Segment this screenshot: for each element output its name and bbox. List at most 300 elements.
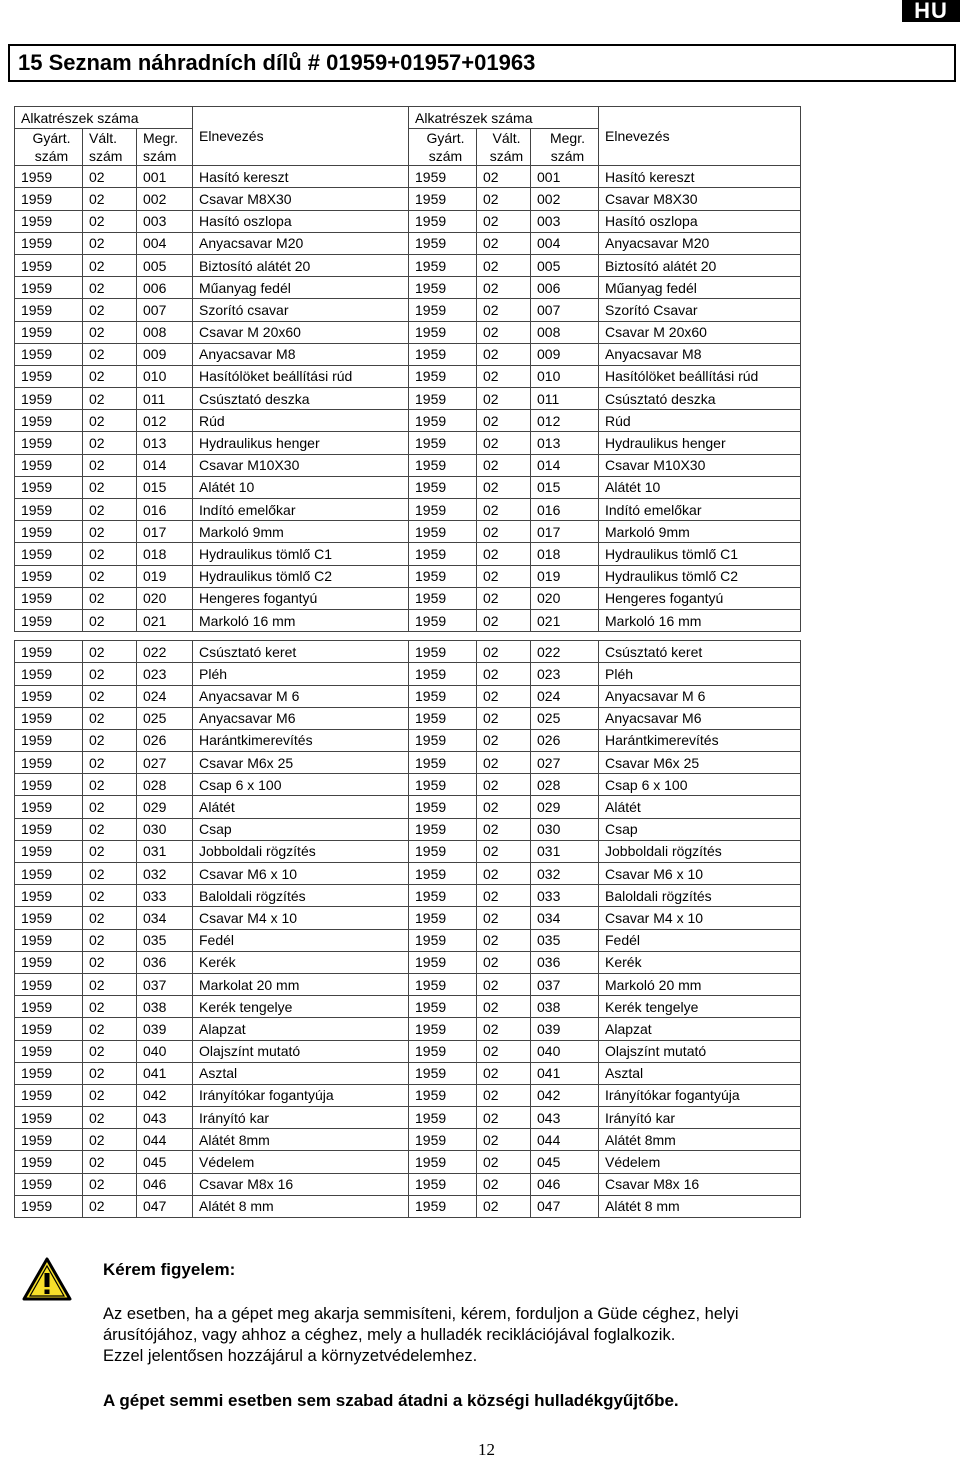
cell-right: Csavar M10X30 xyxy=(599,454,801,476)
cell-right: 02 xyxy=(477,1107,531,1129)
cell-right: 032 xyxy=(531,863,599,885)
cell-left: Csavar M8X30 xyxy=(193,188,409,210)
cell-right: Hasító kereszt xyxy=(599,166,801,188)
table-row xyxy=(15,996,801,1018)
cell-right: 02 xyxy=(477,1129,531,1151)
cell-right: Hengeres fogantyú xyxy=(599,587,801,609)
cell-left: Hasító kereszt xyxy=(193,166,409,188)
cell-right: 02 xyxy=(477,1018,531,1040)
cell-left: 002 xyxy=(137,188,193,210)
cell-left: 1959 xyxy=(15,707,83,729)
cell-left: Hydraulikus tömlő C2 xyxy=(193,565,409,587)
cell-left: 023 xyxy=(137,663,193,685)
cell-right: 02 xyxy=(477,863,531,885)
cell-left: 02 xyxy=(83,1129,137,1151)
cell-left: 02 xyxy=(83,973,137,995)
cell-left: Alátét 8 mm xyxy=(193,1195,409,1217)
cell-left: 045 xyxy=(137,1151,193,1173)
cell-left: 02 xyxy=(83,321,137,343)
cell-right: 042 xyxy=(531,1084,599,1106)
cell-left: 044 xyxy=(137,1129,193,1151)
table-row xyxy=(15,454,801,476)
cell-right: Műanyag fedél xyxy=(599,277,801,299)
cell-left: 02 xyxy=(83,1107,137,1129)
cell-right: 034 xyxy=(531,907,599,929)
cell-right: 026 xyxy=(531,729,599,751)
cell-left: 1959 xyxy=(15,973,83,995)
cell-right: Alátét 8 mm xyxy=(599,1195,801,1217)
cell-left: 02 xyxy=(83,685,137,707)
cell-right: Hasítólöket beállítási rúd xyxy=(599,365,801,387)
cell-left: 1959 xyxy=(15,1062,83,1084)
cell-right: 02 xyxy=(477,254,531,276)
table-row xyxy=(15,476,801,498)
cell-right: 023 xyxy=(531,663,599,685)
cell-left: 02 xyxy=(83,609,137,631)
cell-left: 02 xyxy=(83,166,137,188)
cell-right: 1959 xyxy=(409,663,477,685)
cell-right: 002 xyxy=(531,188,599,210)
cell-right: 1959 xyxy=(409,1129,477,1151)
cell-left: Anyacsavar M 6 xyxy=(193,685,409,707)
cell-right: 02 xyxy=(477,232,531,254)
valt-header-right xyxy=(477,129,531,166)
cell-right: 035 xyxy=(531,929,599,951)
cell-left: 015 xyxy=(137,476,193,498)
cell-left: 02 xyxy=(83,565,137,587)
cell-left: Rúd xyxy=(193,410,409,432)
cell-left: 02 xyxy=(83,499,137,521)
cell-right: 1959 xyxy=(409,410,477,432)
cell-right: 025 xyxy=(531,707,599,729)
cell-left: 1959 xyxy=(15,774,83,796)
cell-right: 014 xyxy=(531,454,599,476)
cell-right: Pléh xyxy=(599,663,801,685)
cell-right: Markoló 16 mm xyxy=(599,609,801,631)
cell-left: Alapzat xyxy=(193,1018,409,1040)
cell-right: 02 xyxy=(477,1173,531,1195)
cell-left: 033 xyxy=(137,885,193,907)
cell-left: 1959 xyxy=(15,609,83,631)
gyart-header-right xyxy=(409,129,477,166)
group-header-right: Alkatrészek száma xyxy=(409,107,599,129)
cell-right: 1959 xyxy=(409,277,477,299)
cell-left: 004 xyxy=(137,232,193,254)
cell-right: 031 xyxy=(531,840,599,862)
cell-right: 02 xyxy=(477,410,531,432)
gyart-header-left xyxy=(15,129,83,166)
cell-right: Baloldali rögzítés xyxy=(599,885,801,907)
cell-left: 02 xyxy=(83,707,137,729)
cell-left: 02 xyxy=(83,388,137,410)
cell-right: Markoló 20 mm xyxy=(599,973,801,995)
valt-header-left xyxy=(83,129,137,166)
cell-right: Szorító Csavar xyxy=(599,299,801,321)
cell-left: 02 xyxy=(83,1084,137,1106)
cell-right: 010 xyxy=(531,365,599,387)
cell-right: 1959 xyxy=(409,973,477,995)
cell-left: 1959 xyxy=(15,663,83,685)
cell-right: 02 xyxy=(477,388,531,410)
cell-left: 02 xyxy=(83,410,137,432)
cell-right: 02 xyxy=(477,907,531,929)
cell-left: 041 xyxy=(137,1062,193,1084)
cell-left: Fedél xyxy=(193,929,409,951)
cell-left: 1959 xyxy=(15,1195,83,1217)
cell-right: 02 xyxy=(477,641,531,663)
cell-right: 041 xyxy=(531,1062,599,1084)
cell-left: Csap 6 x 100 xyxy=(193,774,409,796)
cell-right: 1959 xyxy=(409,543,477,565)
cell-right: 1959 xyxy=(409,454,477,476)
cell-right: 020 xyxy=(531,587,599,609)
table-row xyxy=(15,840,801,862)
cell-left: 1959 xyxy=(15,951,83,973)
cell-right: 017 xyxy=(531,521,599,543)
table-row xyxy=(15,1173,801,1195)
table-row xyxy=(15,232,801,254)
cell-left: 010 xyxy=(137,365,193,387)
table-row xyxy=(15,432,801,454)
cell-right: Markoló 9mm xyxy=(599,521,801,543)
cell-left: Baloldali rögzítés xyxy=(193,885,409,907)
cell-left: 036 xyxy=(137,951,193,973)
table-row xyxy=(15,299,801,321)
cell-right: 018 xyxy=(531,543,599,565)
cell-left: Anyacsavar M20 xyxy=(193,232,409,254)
cell-right: Alátét xyxy=(599,796,801,818)
cell-left: Kerék tengelye xyxy=(193,996,409,1018)
cell-left: 02 xyxy=(83,752,137,774)
cell-right: 1959 xyxy=(409,388,477,410)
cell-left: 014 xyxy=(137,454,193,476)
megr-header-left xyxy=(137,129,193,166)
cell-right: Harántkimerevítés xyxy=(599,729,801,751)
table-row xyxy=(15,521,801,543)
cell-right: 024 xyxy=(531,685,599,707)
cell-right: Alátét 10 xyxy=(599,476,801,498)
cell-left: 1959 xyxy=(15,565,83,587)
table-row xyxy=(15,321,801,343)
cell-left: 1959 xyxy=(15,929,83,951)
cell-right: Csavar M 20x60 xyxy=(599,321,801,343)
table-row xyxy=(15,365,801,387)
cell-right: 001 xyxy=(531,166,599,188)
cell-left: 02 xyxy=(83,365,137,387)
cell-right: 1959 xyxy=(409,587,477,609)
cell-left: 02 xyxy=(83,543,137,565)
cell-right: 038 xyxy=(531,996,599,1018)
cell-left: Asztal xyxy=(193,1062,409,1084)
cell-left: 1959 xyxy=(15,885,83,907)
cell-right: 02 xyxy=(477,365,531,387)
cell-right: 016 xyxy=(531,499,599,521)
cell-left: 021 xyxy=(137,609,193,631)
cell-right: 1959 xyxy=(409,365,477,387)
table-row xyxy=(15,973,801,995)
cell-right: 02 xyxy=(477,774,531,796)
cell-left: 1959 xyxy=(15,1151,83,1173)
cell-left: 1959 xyxy=(15,587,83,609)
header-text: Gyárt. xyxy=(32,130,71,147)
cell-right: 02 xyxy=(477,321,531,343)
table-row xyxy=(15,210,801,232)
cell-left: 001 xyxy=(137,166,193,188)
cell-left: Csúsztató keret xyxy=(193,641,409,663)
cell-right: 1959 xyxy=(409,840,477,862)
cell-right: Csavar M6x 25 xyxy=(599,752,801,774)
table-row xyxy=(15,818,801,840)
cell-right: Védelem xyxy=(599,1151,801,1173)
table-row xyxy=(15,543,801,565)
page-title: 15 Seznam náhradních dílů # 01959+01957+01963 xyxy=(8,44,956,82)
warning-heading: Kérem figyelem: xyxy=(103,1260,236,1279)
cell-right: 1959 xyxy=(409,929,477,951)
cell-left: 02 xyxy=(83,774,137,796)
cell-left: Csavar M10X30 xyxy=(193,454,409,476)
cell-right: 1959 xyxy=(409,907,477,929)
cell-right: Kerék tengelye xyxy=(599,996,801,1018)
cell-left: 029 xyxy=(137,796,193,818)
cell-left: 016 xyxy=(137,499,193,521)
cell-left: 1959 xyxy=(15,1040,83,1062)
cell-left: 1959 xyxy=(15,521,83,543)
cell-right: 022 xyxy=(531,641,599,663)
cell-right: 1959 xyxy=(409,188,477,210)
cell-left: 022 xyxy=(137,641,193,663)
cell-right: Kerék xyxy=(599,951,801,973)
note-line: Ezzel jelentősen hozzájárul a környzetvédelemhez. xyxy=(103,1347,478,1365)
cell-left: 1959 xyxy=(15,388,83,410)
cell-left: Csavar M 20x60 xyxy=(193,321,409,343)
cell-left: Harántkimerevítés xyxy=(193,729,409,751)
table-row xyxy=(15,863,801,885)
cell-left: 1959 xyxy=(15,1129,83,1151)
cell-right: 1959 xyxy=(409,1084,477,1106)
cell-right: 02 xyxy=(477,707,531,729)
cell-left: 02 xyxy=(83,729,137,751)
cell-right: 1959 xyxy=(409,774,477,796)
cell-right: Anyacsavar M20 xyxy=(599,232,801,254)
cell-left: 02 xyxy=(83,1018,137,1040)
cell-left: Szorító csavar xyxy=(193,299,409,321)
cell-right: 02 xyxy=(477,343,531,365)
cell-right: 02 xyxy=(477,565,531,587)
spare-parts-table xyxy=(14,106,801,1218)
cell-right: 1959 xyxy=(409,1062,477,1084)
cell-right: 1959 xyxy=(409,685,477,707)
cell-right: 02 xyxy=(477,796,531,818)
table-row xyxy=(15,587,801,609)
name-header-right: Elnevezés xyxy=(599,107,801,166)
table-body xyxy=(15,166,801,1218)
cell-left: 02 xyxy=(83,951,137,973)
table-row xyxy=(15,796,801,818)
note-line: árusítójához, vagy ahhoz a céghez, mely a hulladék reciklációjával foglalkozik. xyxy=(103,1326,676,1344)
cell-left: 034 xyxy=(137,907,193,929)
cell-left: 02 xyxy=(83,521,137,543)
cell-right: 02 xyxy=(477,818,531,840)
cell-right: 011 xyxy=(531,388,599,410)
table-gap-row xyxy=(15,632,801,641)
cell-left: 046 xyxy=(137,1173,193,1195)
table-row xyxy=(15,729,801,751)
cell-right: Hydraulikus tömlő C1 xyxy=(599,543,801,565)
cell-right: Anyacsavar M 6 xyxy=(599,685,801,707)
cell-left: 032 xyxy=(137,863,193,885)
cell-left: 038 xyxy=(137,996,193,1018)
cell-right: Csúsztató keret xyxy=(599,641,801,663)
cell-left: 1959 xyxy=(15,277,83,299)
header-text: szám xyxy=(143,148,177,165)
cell-left: 1959 xyxy=(15,996,83,1018)
table-row xyxy=(15,1129,801,1151)
cell-left: 013 xyxy=(137,432,193,454)
cell-left: 02 xyxy=(83,818,137,840)
cell-right: Hasító oszlopa xyxy=(599,210,801,232)
cell-left: 02 xyxy=(83,1062,137,1084)
cell-right: 1959 xyxy=(409,1018,477,1040)
cell-left: Markoló 16 mm xyxy=(193,609,409,631)
cell-right: Hydraulikus henger xyxy=(599,432,801,454)
cell-left: Markolat 20 mm xyxy=(193,973,409,995)
cell-right: 1959 xyxy=(409,210,477,232)
cell-right: 02 xyxy=(477,587,531,609)
cell-right: Csavar M8x 16 xyxy=(599,1173,801,1195)
cell-right: 006 xyxy=(531,277,599,299)
cell-left: 02 xyxy=(83,863,137,885)
cell-right: 1959 xyxy=(409,1173,477,1195)
cell-right: Olajszínt mutató xyxy=(599,1040,801,1062)
megr-header-right xyxy=(531,129,599,166)
cell-right: 02 xyxy=(477,1062,531,1084)
cell-left: Indító emelőkar xyxy=(193,499,409,521)
cell-right: Hydraulikus tömlő C2 xyxy=(599,565,801,587)
cell-right: 1959 xyxy=(409,1151,477,1173)
header-text: Megr. xyxy=(143,130,179,147)
cell-left: 02 xyxy=(83,796,137,818)
header-text: Megr. xyxy=(549,130,585,147)
cell-right: 02 xyxy=(477,521,531,543)
cell-left: Irányító kar xyxy=(193,1107,409,1129)
cell-left: Műanyag fedél xyxy=(193,277,409,299)
cell-right: 005 xyxy=(531,254,599,276)
cell-right: 1959 xyxy=(409,951,477,973)
table-row xyxy=(15,1040,801,1062)
cell-left: 019 xyxy=(137,565,193,587)
cell-left: 025 xyxy=(137,707,193,729)
cell-left: 018 xyxy=(137,543,193,565)
cell-right: 02 xyxy=(477,840,531,862)
cell-left: 1959 xyxy=(15,796,83,818)
cell-right: Jobboldali rögzítés xyxy=(599,840,801,862)
cell-right: 02 xyxy=(477,885,531,907)
cell-left: 1959 xyxy=(15,840,83,862)
cell-right: 02 xyxy=(477,996,531,1018)
header-text: Vált. xyxy=(89,130,118,147)
cell-right: 1959 xyxy=(409,707,477,729)
cell-right: 1959 xyxy=(409,729,477,751)
cell-right: 1959 xyxy=(409,432,477,454)
cell-left: 1959 xyxy=(15,343,83,365)
cell-left: 028 xyxy=(137,774,193,796)
table-row xyxy=(15,885,801,907)
cell-right: Csavar M8X30 xyxy=(599,188,801,210)
cell-left: 02 xyxy=(83,587,137,609)
header-text: szám xyxy=(550,148,585,165)
cell-left: 02 xyxy=(83,929,137,951)
table-row xyxy=(15,499,801,521)
cell-right: Indító emelőkar xyxy=(599,499,801,521)
cell-right: 02 xyxy=(477,454,531,476)
cell-right: 02 xyxy=(477,685,531,707)
cell-right: 028 xyxy=(531,774,599,796)
cell-left: 02 xyxy=(83,277,137,299)
cell-left: 006 xyxy=(137,277,193,299)
cell-left: 02 xyxy=(83,641,137,663)
table-row xyxy=(15,343,801,365)
table-row xyxy=(15,565,801,587)
note-line: Az esetben, ha a gépet meg akarja semmisíteni, kérem, forduljon a Güde céghez, helyi xyxy=(103,1305,739,1323)
cell-left: 1959 xyxy=(15,1084,83,1106)
header-text: szám xyxy=(428,148,463,165)
cell-left: 011 xyxy=(137,388,193,410)
cell-left: Biztosító alátét 20 xyxy=(193,254,409,276)
cell-left: 042 xyxy=(137,1084,193,1106)
cell-right: 1959 xyxy=(409,476,477,498)
cell-right: 1959 xyxy=(409,863,477,885)
cell-right: Anyacsavar M6 xyxy=(599,707,801,729)
cell-right: 02 xyxy=(477,432,531,454)
cell-left: Védelem xyxy=(193,1151,409,1173)
cell-left: 1959 xyxy=(15,752,83,774)
header-text: szám xyxy=(89,148,123,165)
cell-left: 1959 xyxy=(15,543,83,565)
cell-right: 033 xyxy=(531,885,599,907)
table-row xyxy=(15,388,801,410)
cell-left: Anyacsavar M8 xyxy=(193,343,409,365)
cell-left: 02 xyxy=(83,840,137,862)
table-row xyxy=(15,1062,801,1084)
header-text: szám xyxy=(489,148,524,165)
cell-left: 043 xyxy=(137,1107,193,1129)
cell-right: 015 xyxy=(531,476,599,498)
table-row xyxy=(15,1195,801,1217)
cell-left: 02 xyxy=(83,343,137,365)
cell-left: 1959 xyxy=(15,907,83,929)
disposal-note xyxy=(103,1304,739,1367)
table-row xyxy=(15,410,801,432)
cell-left: Olajszínt mutató xyxy=(193,1040,409,1062)
cell-right: 1959 xyxy=(409,818,477,840)
header-text: Vált. xyxy=(492,130,521,147)
cell-left: 1959 xyxy=(15,365,83,387)
cell-left: 1959 xyxy=(15,863,83,885)
cell-right: 1959 xyxy=(409,232,477,254)
cell-left: 007 xyxy=(137,299,193,321)
cell-right: 02 xyxy=(477,210,531,232)
warning-triangle-icon xyxy=(22,1257,72,1301)
cell-left: 02 xyxy=(83,1151,137,1173)
table-row xyxy=(15,774,801,796)
cell-left: 02 xyxy=(83,663,137,685)
cell-right: 030 xyxy=(531,818,599,840)
table-row xyxy=(15,1084,801,1106)
cell-right: 02 xyxy=(477,951,531,973)
cell-right: 02 xyxy=(477,973,531,995)
cell-right: Csap xyxy=(599,818,801,840)
cell-right: 003 xyxy=(531,210,599,232)
